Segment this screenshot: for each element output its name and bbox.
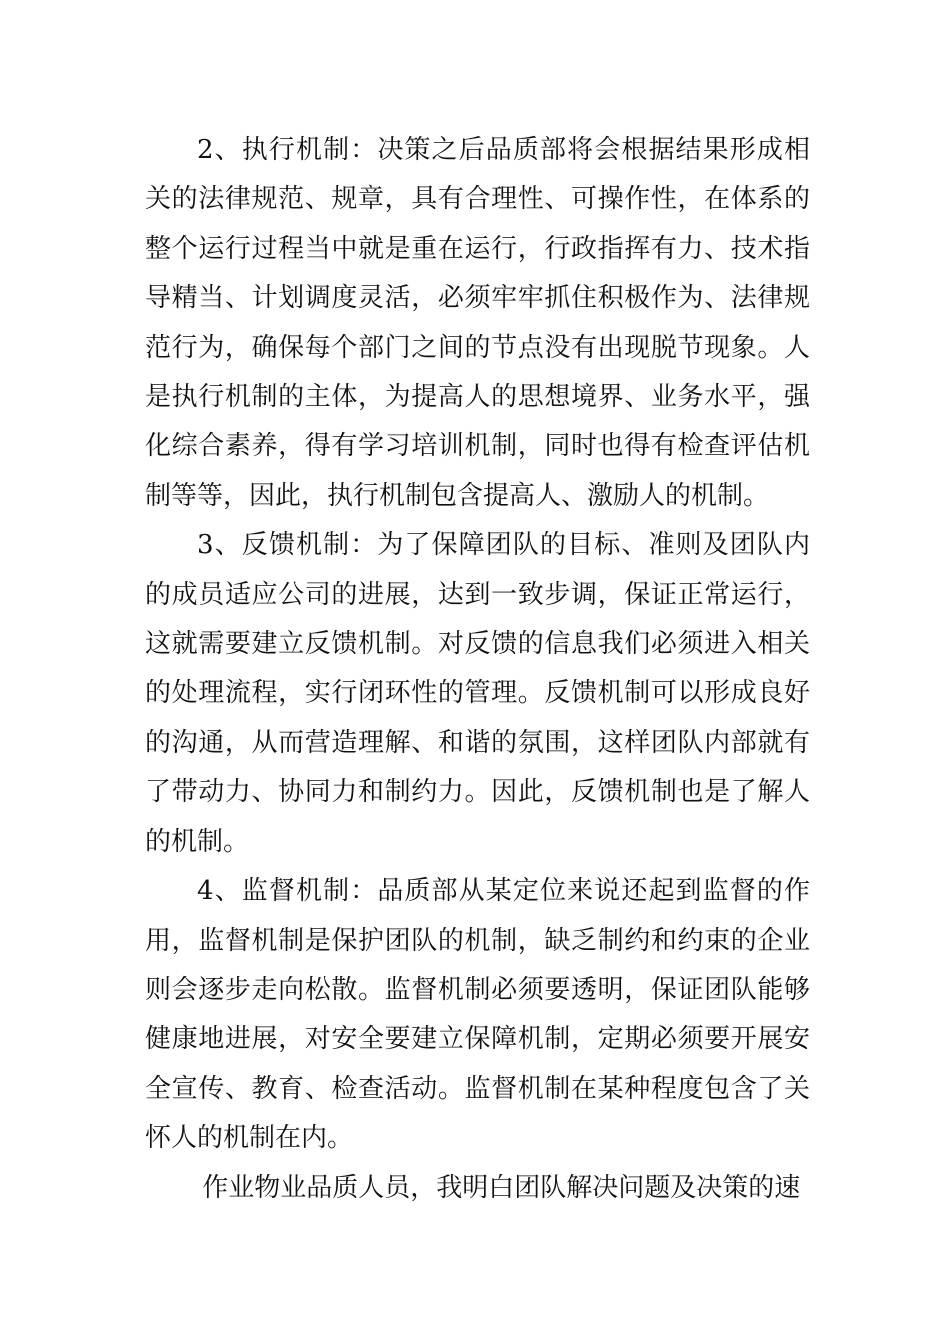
paragraph-execution-mechanism: 2、执行机制：决策之后品质部将会根据结果形成相关的法律规范、规章，具有合理性、可操作性，在体系的整个运行过程当中就是重在运行，行政指挥有力、技术指导精当、计划调度灵活，必须牢牢抓住积极作为、法律规范行为，确保每个部门之间的节点没有出现脱节现象。人是执行机制的主体，为提高人的思想境界、业务水平，强化综合素养，得有学习培训机制，同时也得有检查评估机制等等，因此，执行机制包含提高人、激励人的机制。 bbox=[145, 135, 810, 511]
document-body bbox=[145, 126, 810, 1213]
paragraph-closing: 作业物业品质人员，我明白团队解决问题及决策的速 bbox=[202, 1172, 801, 1203]
paragraph-supervision-mechanism: 4、监督机制：品质部从某定位来说还起到监督的作用，监督机制是保护团队的机制，缺乏制约和约束的企业则会逐步走向松散。监督机制必须要透明，保证团队能够健康地进展，对安全要建立保障机制，定期必须要开展安全宣传、教育、检查活动。监督机制在某种程度包含了关怀人的机制在内。 bbox=[145, 876, 810, 1154]
paragraph-feedback-mechanism: 3、反馈机制：为了保障团队的目标、准则及团队内的成员适应公司的进展，达到一致步调，保证正常运行，这就需要建立反馈机制。对反馈的信息我们必须进入相关的处理流程，实行闭环性的管理。反馈机制可以形成良好的沟通，从而营造理解、和谐的氛围，这样团队内部就有了带动力、协同力和制约力。因此，反馈机制也是了解人的机制。 bbox=[145, 530, 810, 857]
